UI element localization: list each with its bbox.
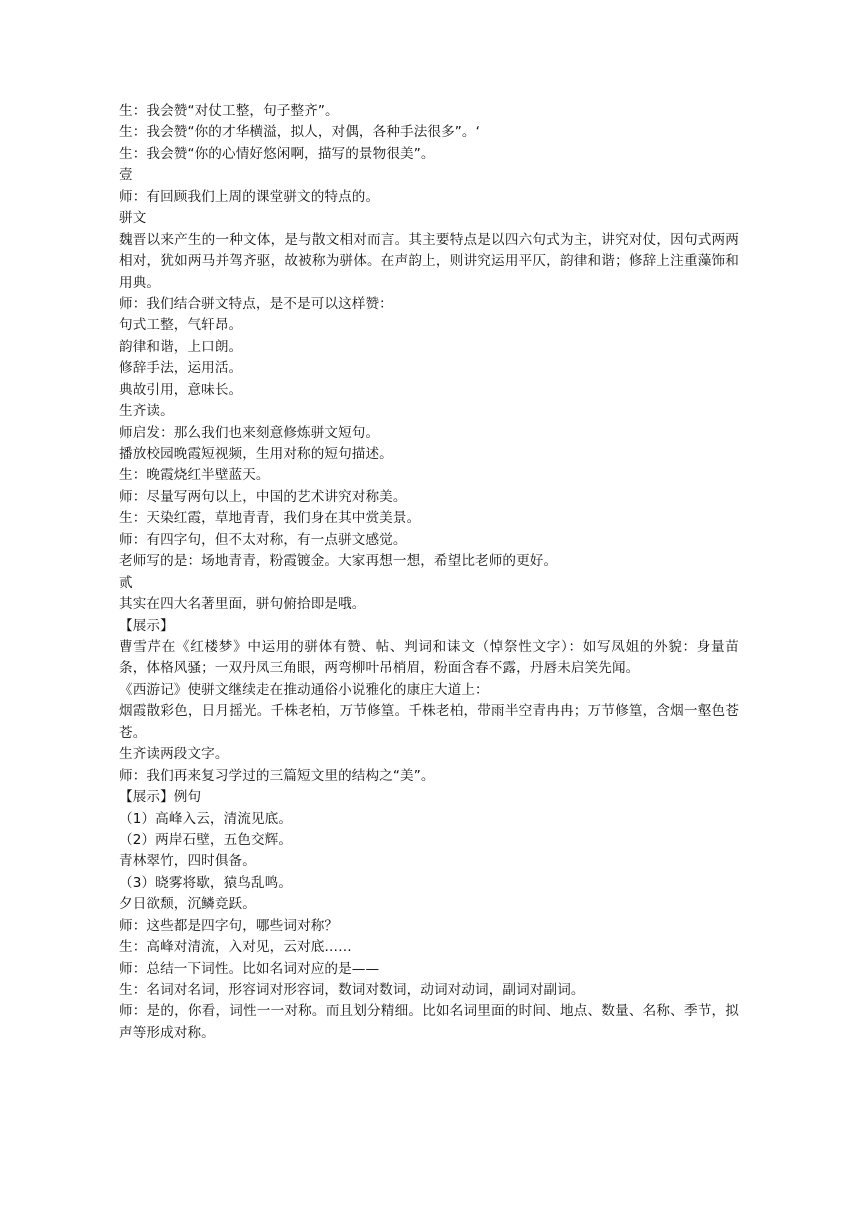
text-line: 修辞手法，运用活。 [119, 360, 243, 377]
text-line: 生：高峰对清流，入对见，云对底…… [119, 939, 352, 956]
text-line: 师：我们结合骈文特点，是不是可以这样赞： [119, 295, 393, 312]
text-line: 生齐读两段文字。 [119, 746, 229, 763]
text-line: 老师写的是：场地青青，粉霞镀金。大家再想一想，希望比老师的更好。 [119, 553, 558, 570]
text-line: 师：总结一下词性。比如名词对应的是—— [119, 960, 380, 977]
body-paragraph: 魏晋以来产生的一种文体，是与散文相对而言。其主要特点是以四六句式为主，讲究对仗，因句式两两相对，犹如两马并驾齐驱，故被称为骈体。在声韵上，则讲究运用平仄，韵律和谐；修辞上注重藻饰和用典。 [119, 231, 739, 291]
text-line: 韵律和谐，上口朗。 [119, 338, 243, 355]
text-line: 《西游记》使骈文继续走在推动通俗小说雅化的康庄大道上： [119, 681, 489, 698]
text-line: 贰 [119, 574, 133, 591]
body-paragraph: 烟霞散彩色，日月摇光。千株老柏，万节修篁。千株老柏，带雨半空青冉冉；万节修篁，含烟一壑色苍苍。 [119, 703, 739, 741]
text-line: 师启发：那么我们也来刻意修炼骈文短句。 [119, 424, 380, 441]
body-paragraph: 曹雪芹在《红楼梦》中运用的骈体有赞、帖、判词和诔文（悼祭性文字）：如写凤姐的外貌：身量苗条，体格风骚；一双丹凤三角眼，两弯柳叶吊梢眉，粉面含春不露，丹唇未启笑先闻。 [119, 638, 739, 677]
text-line: 播放校园晚霞短视频，生用对称的短句描述。 [119, 446, 393, 463]
text-line: 生：我会赞“对仗工整，句子整齐”。 [119, 103, 339, 119]
text-line: 其实在四大名著里面，骈句俯拾即是哦。 [119, 596, 366, 613]
text-line: 师：有四字句，但不太对称，有一点骈文感觉。 [119, 531, 407, 548]
text-line: 夕日欲颓，沉鳞竞跃。 [119, 896, 256, 913]
document-body [119, 101, 739, 1044]
text-line: （2）两岸石壁，五色交辉。 [119, 831, 293, 848]
text-line: 生：天染红霞，草地青青，我们身在其中赏美景。 [119, 510, 421, 527]
text-line: 师：这些都是四字句，哪些词对称？ [119, 917, 339, 934]
text-line: 句式工整，气轩昂。 [119, 317, 243, 334]
text-line: 生齐读。 [119, 403, 174, 420]
text-line: 师：我们再来复习学过的三篇短文里的结构之“美”。 [119, 767, 435, 784]
text-line: （1）高峰入云，清流见底。 [119, 810, 293, 827]
text-line: 生：名词对名词，形容词对形容词，数词对数词，动词对动词，副词对副词。 [119, 982, 585, 999]
text-line: 典故引用，意味长。 [119, 381, 243, 398]
text-line: 壹 [119, 167, 133, 184]
text-line: （3）晓雾将歇，猿鸟乱鸣。 [119, 874, 293, 891]
text-line: 生：晚霞烧红半壁蓝天。 [119, 467, 270, 484]
text-line: 【展示】 [119, 617, 174, 634]
text-line: 青林翠竹，四时俱备。 [119, 853, 256, 870]
text-line: 师：尽量写两句以上，中国的艺术讲究对称美。 [119, 488, 407, 505]
text-line: 生：我会赞“你的心情好悠闲啊，描写的景物很美”。 [119, 145, 435, 162]
text-line: 骈文 [119, 210, 147, 227]
body-paragraph: 师：是的，你看，词性一一对称。而且划分精细。比如名词里面的时间、地点、数量、名称、季节，拟声等形成对称。 [119, 1003, 739, 1041]
text-line: 【展示】例句 [119, 789, 202, 806]
text-line: 生：我会赞“你的才华横溢，拟人，对偶，各种手法很多”。‘ [119, 124, 481, 141]
text-line: 师：有回顾我们上周的课堂骈文的特点的。 [119, 188, 380, 205]
